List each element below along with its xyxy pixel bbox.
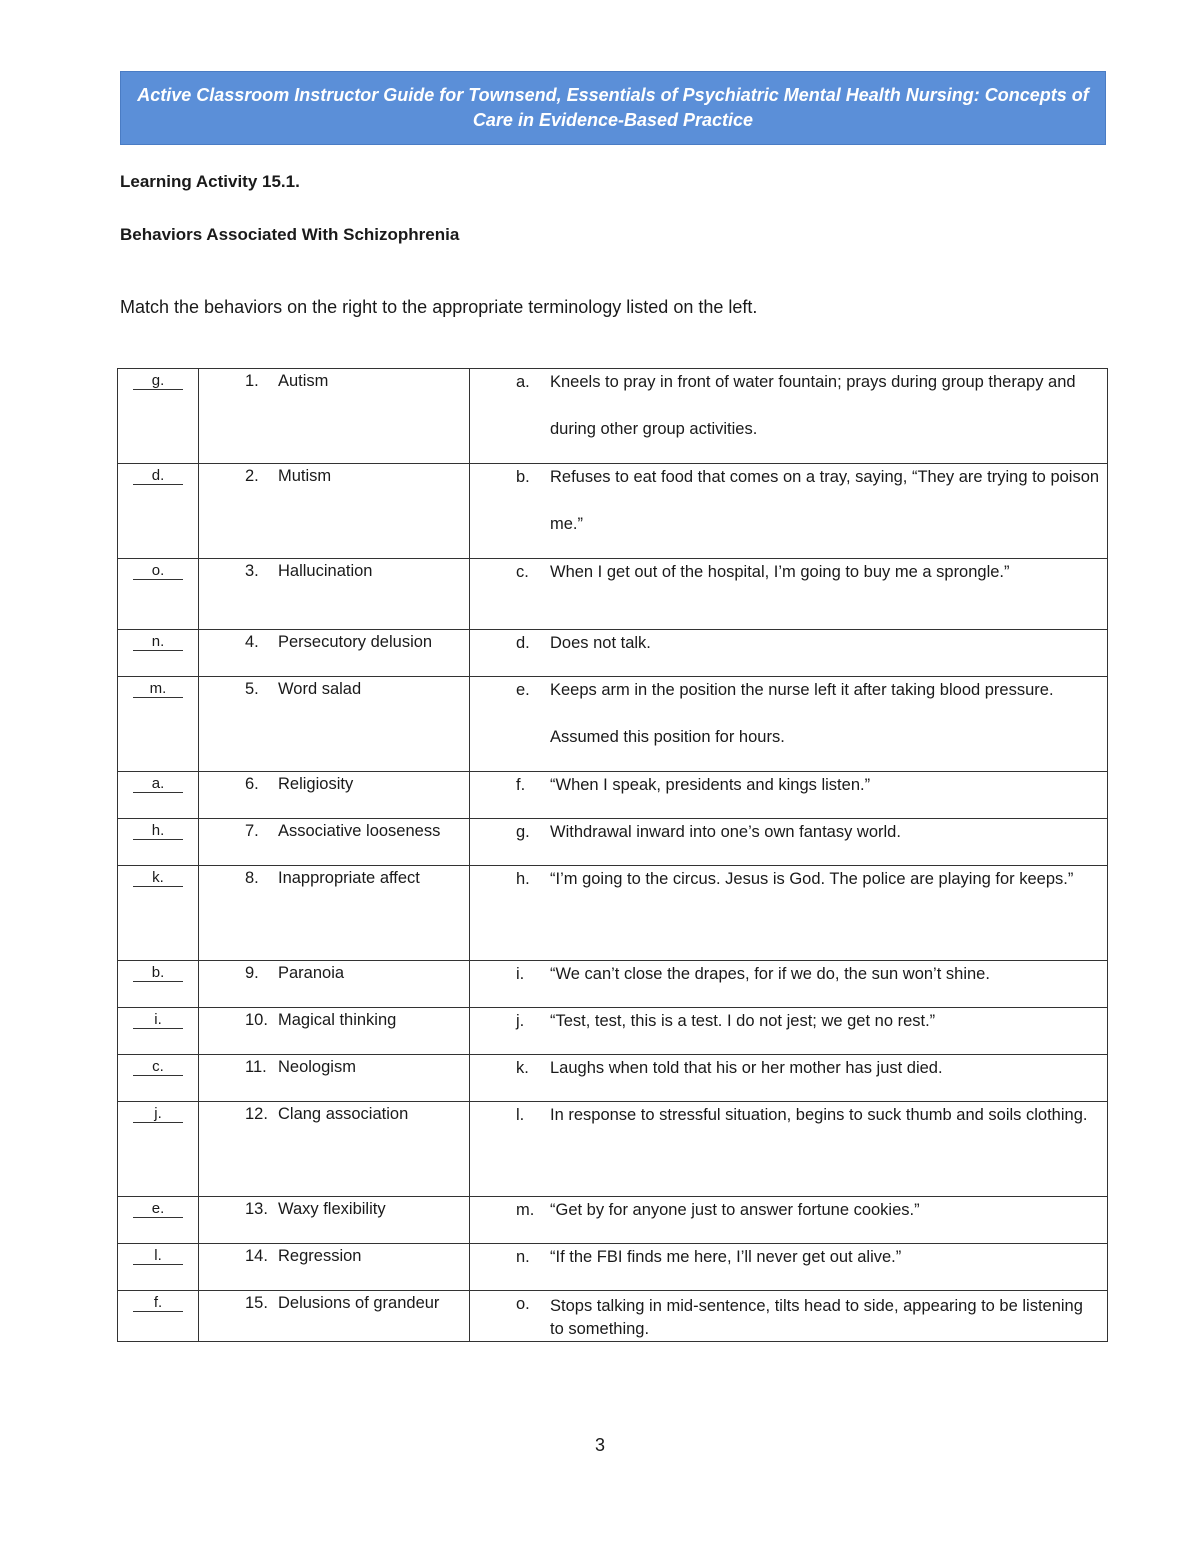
answer-cell: [118, 819, 199, 866]
description-letter: d.: [516, 634, 530, 652]
banner-title: Active Classroom Instructor Guide for Townsend, Essentials of Psychiatric Mental Health Nursing: Concepts of Care in Evidence-Based Practice: [137, 85, 1089, 130]
instructions: Match the behaviors on the right to the appropriate terminology listed on the left.: [120, 297, 758, 317]
term-number: 11.: [245, 1058, 267, 1076]
activity-title: Learning Activity 15.1.: [120, 172, 300, 191]
description-letter: o.: [516, 1295, 530, 1313]
description-cell: [470, 559, 1108, 630]
description-letter: b.: [516, 468, 530, 486]
term-number: 3.: [245, 562, 259, 580]
table-row: [118, 369, 1108, 464]
description-cell: [470, 866, 1108, 961]
description: [470, 464, 1107, 548]
term-label: Inappropriate affect: [278, 869, 420, 887]
description-text: Laughs when told that his or her mother has just died.: [550, 1059, 943, 1077]
term-label: Neologism: [278, 1058, 356, 1076]
answer-cell: [118, 1244, 199, 1291]
answer-cell: [118, 559, 199, 630]
term: [199, 677, 469, 699]
description-text: “If the FBI finds me here, I’ll never get out alive.”: [550, 1248, 902, 1266]
term-cell: [199, 819, 470, 866]
description: [470, 559, 1107, 596]
term-label: Religiosity: [278, 775, 354, 793]
term-number: 6.: [245, 775, 259, 793]
term: [199, 464, 469, 486]
description: [470, 961, 1107, 998]
description: [470, 1197, 1107, 1234]
term-cell: [199, 772, 470, 819]
term-number: 8.: [245, 869, 259, 887]
term-number: 15.: [245, 1294, 268, 1312]
answer-blank: a.: [133, 775, 183, 793]
description: [470, 369, 1107, 453]
answer-cell: [118, 464, 199, 559]
term-label: Word salad: [278, 680, 362, 698]
term-number: 1.: [245, 372, 259, 390]
answer-cell: [118, 630, 199, 677]
answer-cell: [118, 772, 199, 819]
description-letter: a.: [516, 373, 530, 391]
description-text: Does not talk.: [550, 634, 651, 652]
description-letter: g.: [516, 823, 530, 841]
term-cell: [199, 630, 470, 677]
term-cell: [199, 1102, 470, 1197]
term: [199, 1291, 469, 1313]
term: [199, 630, 469, 652]
answer-blank: m.: [133, 680, 183, 698]
description-letter: h.: [516, 870, 530, 888]
description-text: Kneels to pray in front of water fountain; prays during group therapy and during other group activities.: [550, 373, 1076, 438]
header-banner: [120, 71, 1106, 145]
description-cell: [470, 1244, 1108, 1291]
description-letter: e.: [516, 681, 530, 699]
term: [199, 772, 469, 794]
description-cell: [470, 369, 1108, 464]
description-letter: l.: [516, 1106, 525, 1124]
section-title: Behaviors Associated With Schizophrenia: [120, 225, 460, 244]
answer-cell: [118, 1102, 199, 1197]
description-letter: c.: [516, 563, 529, 581]
term-cell: [199, 1055, 470, 1102]
term: [199, 1055, 469, 1077]
answer-cell: [118, 961, 199, 1008]
term-number: 10.: [245, 1011, 268, 1029]
table-row: [118, 677, 1108, 772]
description: [470, 1291, 1107, 1341]
term-number: 13.: [245, 1200, 268, 1218]
table-row: [118, 464, 1108, 559]
term: [199, 1102, 469, 1124]
term-cell: [199, 1008, 470, 1055]
answer-cell: [118, 1291, 199, 1342]
description: [470, 1102, 1107, 1139]
answer-cell: [118, 1055, 199, 1102]
description-text: “Get by for anyone just to answer fortune cookies.”: [550, 1201, 920, 1219]
answer-blank: c.: [133, 1058, 183, 1076]
table-row: [118, 866, 1108, 961]
term-cell: [199, 369, 470, 464]
answer-blank: l.: [133, 1247, 183, 1265]
term-label: Autism: [278, 372, 329, 390]
answer-blank: h.: [133, 822, 183, 840]
term-label: Waxy flexibility: [278, 1200, 386, 1218]
description-text: Refuses to eat food that comes on a tray, saying, “They are trying to poison me.”: [550, 468, 1100, 533]
description: [470, 772, 1107, 809]
description-text: “Test, test, this is a test. I do not jest; we get no rest.”: [550, 1012, 936, 1030]
page-number: 3: [594, 1435, 605, 1455]
term-label: Hallucination: [278, 562, 373, 580]
term: [199, 1008, 469, 1030]
term-label: Paranoia: [278, 964, 345, 982]
description: [470, 1244, 1107, 1281]
answer-blank: b.: [133, 964, 183, 982]
table-row: [118, 1244, 1108, 1291]
description-letter: m.: [516, 1201, 535, 1219]
term-number: 9.: [245, 964, 259, 982]
answer-blank: d.: [133, 467, 183, 485]
term: [199, 961, 469, 983]
description: [470, 677, 1107, 761]
term-cell: [199, 1291, 470, 1342]
term-label: Associative looseness: [278, 822, 441, 840]
description-letter: i.: [516, 965, 525, 983]
term-number: 12.: [245, 1105, 268, 1123]
description-cell: [470, 677, 1108, 772]
description-letter: n.: [516, 1248, 530, 1266]
description-text: When I get out of the hospital, I’m going to buy me a sprongle.”: [550, 563, 1010, 581]
term: [199, 819, 469, 841]
term-label: Clang association: [278, 1105, 409, 1123]
description-text: In response to stressful situation, begins to suck thumb and soils clothing.: [550, 1106, 1088, 1124]
description: [470, 1055, 1107, 1092]
answer-cell: [118, 1008, 199, 1055]
term: [199, 1244, 469, 1266]
answer-blank: g.: [133, 372, 183, 390]
term-cell: [199, 464, 470, 559]
answer-cell: [118, 1197, 199, 1244]
answer-cell: [118, 677, 199, 772]
term-cell: [199, 677, 470, 772]
answer-blank: o.: [133, 562, 183, 580]
term-number: 14.: [245, 1247, 268, 1265]
description-text: Withdrawal inward into one’s own fantasy world.: [550, 823, 901, 841]
description-cell: [470, 464, 1108, 559]
term-number: 7.: [245, 822, 259, 840]
term-label: Mutism: [278, 467, 332, 485]
term-cell: [199, 559, 470, 630]
term: [199, 866, 469, 888]
term: [199, 559, 469, 581]
answer-blank: i.: [133, 1011, 183, 1029]
description-text: Keeps arm in the position the nurse left it after taking blood pressure. Assumed this position for hours.: [550, 681, 1054, 746]
term-cell: [199, 1244, 470, 1291]
answer-blank: j.: [133, 1105, 183, 1123]
matching-table: [117, 368, 1108, 1342]
answer-cell: [118, 369, 199, 464]
description-letter: k.: [516, 1059, 529, 1077]
description: [470, 630, 1107, 667]
description-text: “I’m going to the circus. Jesus is God. The police are playing for keeps.”: [550, 870, 1074, 888]
table-row: [118, 1291, 1108, 1342]
answer-cell: [118, 866, 199, 961]
term-label: Delusions of grandeur: [278, 1294, 440, 1312]
term-label: Persecutory delusion: [278, 633, 433, 651]
answer-blank: n.: [133, 633, 183, 651]
term-label: Magical thinking: [278, 1011, 397, 1029]
table-row: [118, 1102, 1108, 1197]
description-text: “When I speak, presidents and kings listen.”: [550, 776, 871, 794]
description-text: “We can’t close the drapes, for if we do, the sun won’t shine.: [550, 965, 990, 983]
term-number: 4.: [245, 633, 259, 651]
description: [470, 866, 1107, 903]
term-number: 5.: [245, 680, 259, 698]
table-row: [118, 559, 1108, 630]
term-cell: [199, 1197, 470, 1244]
description-cell: [470, 1291, 1108, 1342]
term-cell: [199, 866, 470, 961]
description: [470, 1008, 1107, 1045]
description: [470, 819, 1107, 856]
answer-blank: k.: [133, 869, 183, 887]
term: [199, 1197, 469, 1219]
answer-blank: e.: [133, 1200, 183, 1218]
description-text: Stops talking in mid-sentence, tilts head to side, appearing to be listening to something.: [550, 1297, 1083, 1338]
description-letter: f.: [516, 776, 526, 794]
term: [199, 369, 469, 391]
answer-blank: f.: [133, 1294, 183, 1312]
term-cell: [199, 961, 470, 1008]
description-cell: [470, 1102, 1108, 1197]
description-letter: j.: [516, 1012, 525, 1030]
term-number: 2.: [245, 467, 259, 485]
term-label: Regression: [278, 1247, 362, 1265]
